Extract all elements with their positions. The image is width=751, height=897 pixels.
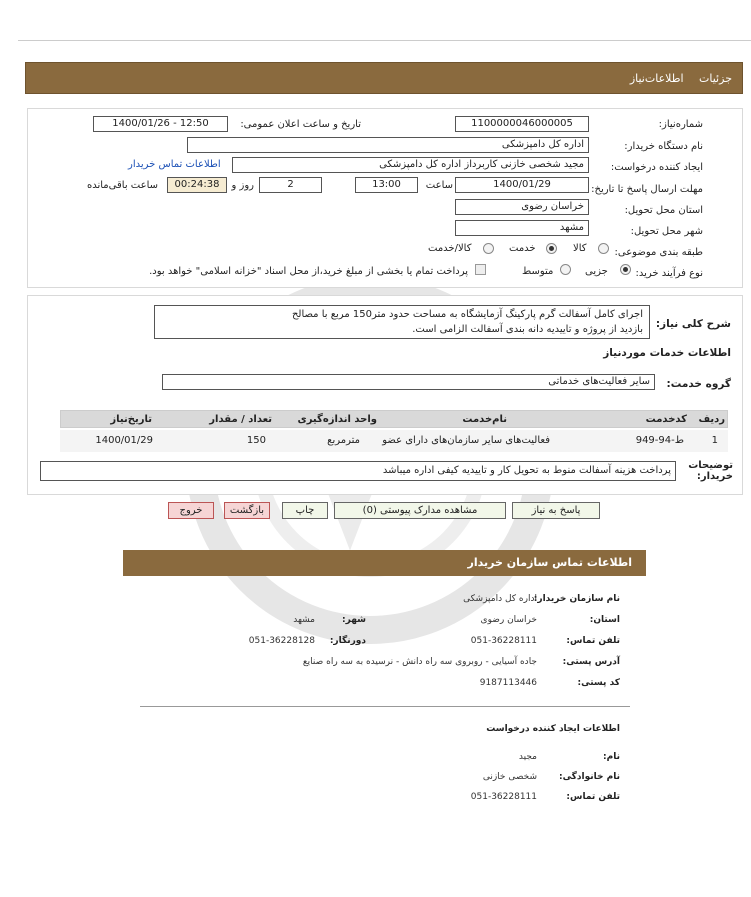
- cell-row: 1: [711, 435, 718, 446]
- org-name-value: اداره کل دامپزشکی: [463, 594, 537, 604]
- category-goods-radio[interactable]: [598, 243, 609, 254]
- process-minor-radio[interactable]: [620, 264, 631, 275]
- services-title: اطلاعات خدمات موردنیاز: [603, 347, 731, 359]
- creator-phone-label: تلفن تماس:: [566, 792, 620, 802]
- contact-phone-label: تلفن تماس:: [566, 636, 620, 646]
- category-both-radio[interactable]: [483, 243, 494, 254]
- creator-last-name-label: نام خانوادگی:: [558, 772, 620, 782]
- contact-header-bar: [123, 550, 646, 576]
- org-name-label: نام سازمان خریدار:: [533, 594, 620, 604]
- creator-label: ایجاد کننده درخواست:: [610, 162, 703, 173]
- contact-address-label: آدرس پستی:: [562, 657, 620, 667]
- creator-last-name-value: شخصی خازنی: [482, 772, 537, 782]
- days-label: روز و: [231, 180, 254, 191]
- col-qty: تعداد / مقدار: [209, 414, 272, 425]
- contact-title: اطلاعات تماس سازمان خریدار: [467, 556, 632, 569]
- col-date: تاریخ‌نیاز: [110, 414, 152, 425]
- col-name: نام‌خدمت: [462, 414, 507, 425]
- treasury-payment-note: پرداخت تمام یا بخشی از مبلغ خرید،از محل اسناد "خزانه اسلامی" خواهد بود.: [149, 266, 468, 277]
- process-minor-label: جزیی: [585, 266, 608, 277]
- contact-postal-value: 9187113446: [479, 678, 537, 688]
- exit-button[interactable]: خروج: [168, 502, 214, 519]
- cell-date: 1400/01/29: [95, 435, 153, 446]
- deadline-label: مهلت ارسال پاسخ تا تاریخ:: [591, 184, 703, 195]
- tab-details[interactable]: جزئیات: [699, 72, 732, 85]
- creator-phone-value: 051-36228111: [470, 792, 537, 802]
- buyer-notes-label: توضیحات خریدار:: [688, 460, 733, 482]
- announce-field: 1400/01/26 - 12:50: [93, 116, 228, 132]
- creator-info-title: اطلاعات ایجاد کننده درخواست: [486, 724, 620, 734]
- service-group-label: گروه خدمت:: [666, 378, 731, 390]
- buyer-notes-field: پرداخت هزینه آسفالت منوط به تحویل کار و تاییدیه کیفی اداره میباشد: [40, 461, 676, 481]
- remaining-time-field: 00:24:38: [167, 177, 227, 193]
- province-field: خراسان رضوی: [455, 199, 589, 215]
- contact-divider: [140, 706, 630, 707]
- deadline-time-field: 13:00: [355, 177, 418, 193]
- cell-code: ط-94-949: [635, 435, 684, 446]
- creator-first-name-label: نام:: [603, 752, 620, 762]
- back-button[interactable]: بازگشت: [224, 502, 270, 519]
- service-group-field: سایر فعالیت‌های خدماتی: [162, 374, 655, 390]
- cell-unit: مترمربع: [327, 435, 360, 446]
- attachments-button[interactable]: مشاهده مدارک پیوستی (0): [334, 502, 506, 519]
- services-table-header: [60, 410, 728, 428]
- category-label: طبقه بندی موضوعی:: [614, 247, 703, 258]
- contact-phone-value: 051-36228111: [470, 636, 537, 646]
- announce-label: تاریخ و ساعت اعلان عمومی:: [240, 119, 361, 130]
- process-medium-radio[interactable]: [560, 264, 571, 275]
- contact-postal-label: کد پستی:: [577, 678, 620, 688]
- province-label: استان محل تحویل:: [624, 205, 703, 216]
- contact-fax-label: دورنگار:: [329, 636, 366, 646]
- description-box: [154, 305, 650, 339]
- contact-address-value: جاده آسیایی - روبروی سه راه دانش - نرسیده به سه راه صنایع: [302, 657, 537, 667]
- cell-name: فعالیت‌های سایر سازمان‌های دارای عضو: [382, 435, 550, 446]
- remaining-label: ساعت باقی‌مانده: [86, 180, 158, 191]
- category-goods-label: کالا: [573, 243, 587, 254]
- contact-province-label: استان:: [589, 615, 620, 625]
- category-both-label: کالا/خدمت: [428, 243, 472, 254]
- table-row: [60, 430, 728, 452]
- description-line-1: اجرای کامل آسفالت گرم پارکینگ آزمایشگاه به مساحت حدود متر150 مربع با مصالح: [291, 309, 643, 320]
- col-code: کدخدمت: [645, 414, 687, 425]
- print-button[interactable]: چاپ: [282, 502, 328, 519]
- city-field: مشهد: [455, 220, 589, 236]
- process-label: نوع فرآیند خرید:: [635, 268, 703, 279]
- contact-fax-value: 051-36228128: [248, 636, 315, 646]
- deadline-date-field: 1400/01/29: [455, 177, 589, 193]
- contact-city-value: مشهد: [293, 615, 315, 625]
- reply-button[interactable]: پاسخ به نیاز: [512, 502, 600, 519]
- contact-city-label: شهر:: [342, 615, 366, 625]
- header-bar: [25, 62, 743, 94]
- days-field: 2: [259, 177, 322, 193]
- need-info-panel: [27, 108, 743, 288]
- contact-province-value: خراسان رضوی: [480, 615, 537, 625]
- top-divider: [18, 40, 751, 41]
- time-label: ساعت: [425, 180, 453, 191]
- city-label: شهر محل تحویل:: [630, 226, 703, 237]
- cell-qty: 150: [246, 435, 266, 446]
- tab-need-info[interactable]: اطلاعات‌نیاز: [629, 72, 684, 85]
- buyer-org-field: اداره کل دامپزشکی: [187, 137, 589, 153]
- creator-field: مجید شخصی خازنی کاربرداز اداره کل دامپزشکی: [232, 157, 589, 173]
- buyer-contact-link[interactable]: اطلاعات تماس خریدار: [128, 159, 221, 170]
- category-service-label: خدمت: [509, 243, 536, 254]
- description-line-2: بازدید از پروژه و تاییدیه دانه بندی آسفالت الزامی است.: [412, 324, 643, 335]
- description-label: شرح کلی نیاز:: [655, 318, 731, 330]
- creator-first-name-value: مجید: [518, 752, 537, 762]
- col-row: ردیف: [698, 414, 725, 425]
- process-medium-label: متوسط: [522, 266, 554, 277]
- need-number-field: 1100000046000005: [455, 116, 589, 132]
- buyer-org-label: نام دستگاه خریدار:: [624, 141, 703, 152]
- category-service-radio[interactable]: [546, 243, 557, 254]
- col-unit: واحد اندازه‌گیری: [297, 414, 377, 425]
- treasury-payment-checkbox[interactable]: [475, 264, 486, 275]
- need-number-label: شماره‌نیاز:: [658, 119, 703, 130]
